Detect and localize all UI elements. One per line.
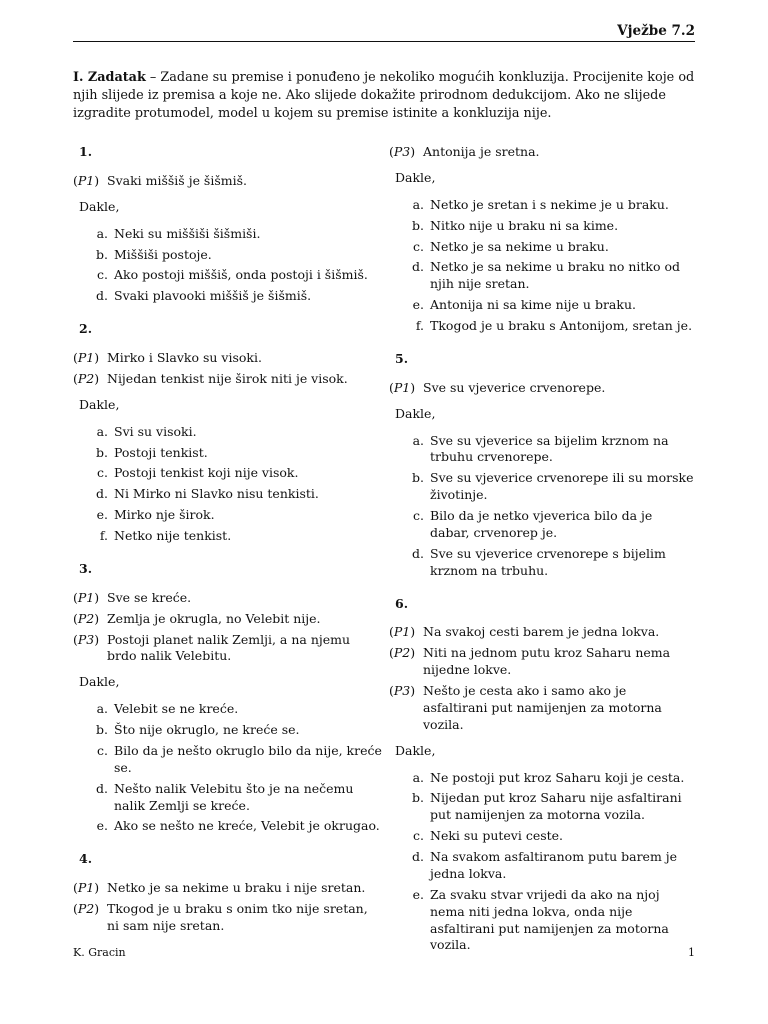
- option-letter: a.: [96, 423, 108, 439]
- option-text: Nitko nije u braku ni sa kime.: [430, 217, 619, 233]
- premise: [73, 371, 383, 388]
- intro-paragraph: [73, 69, 695, 123]
- option: [389, 828, 694, 845]
- option-text: Svaki plavooki miššiš je šišmiš.: [114, 288, 312, 304]
- option: [389, 470, 694, 504]
- option-letter: b.: [96, 246, 108, 262]
- option-text: Miššiši postoje.: [114, 246, 212, 262]
- option-letter: c.: [413, 828, 424, 844]
- premise: [73, 880, 383, 897]
- problem-number: 6.: [395, 595, 409, 611]
- premise-text: Tkogod je u braku s onim tko nije sretan, ni sam nije sretan.: [107, 901, 368, 933]
- problem-number: 2.: [79, 321, 93, 337]
- option: [73, 465, 383, 482]
- header-rule: [73, 41, 695, 42]
- premise-tag: (P1): [73, 589, 100, 605]
- option-text: Ako postoji miššiš, onda postoji i šišmiš.: [114, 267, 368, 283]
- option: [73, 445, 383, 462]
- option: [73, 288, 383, 305]
- intro-text: – Zadane su premise i ponuđeno je nekoliko mogućih konkluzija. Procijenite koje od njih slijede iz premisa a koje ne. Ako slijede dokažite prirodnom dedukcijom. Ako ne slijede izgradite protumodel, model u kojem su premise istinite a konkluzija nije.: [73, 70, 695, 121]
- option: [389, 259, 694, 293]
- option-letter: f.: [415, 318, 424, 333]
- premise-tag: (P1): [389, 624, 416, 640]
- option: [389, 770, 694, 787]
- premise-tag: (P2): [389, 645, 416, 661]
- option-text: Netko je sa nekime u braku no nitko od njih nije sretan.: [430, 259, 681, 292]
- dakle-label: Dakle,: [79, 198, 120, 214]
- option: [73, 247, 383, 264]
- option: [73, 743, 383, 777]
- option-text: Velebit se ne kreće.: [114, 701, 239, 717]
- option-letter: c.: [413, 508, 424, 523]
- option-letter: b.: [96, 444, 108, 460]
- option: [389, 508, 694, 542]
- problem-number: 4.: [79, 851, 93, 867]
- premise-text: Sve su vjeverice crvenorepe.: [423, 379, 606, 395]
- premise-text: Zemlja je okrugla, no Velebit nije.: [107, 610, 321, 626]
- footer-author: K. Gracin: [73, 946, 126, 959]
- option-letter: d.: [412, 849, 424, 864]
- option-text: Za svaku stvar vrijedi da ako na njoj nema niti jedna lokva, onda nije asfaltirani put namijenjen za motorna vozila.: [430, 886, 669, 953]
- option-text: Na svakom asfaltiranom putu barem je jedna lokva.: [430, 849, 678, 881]
- option: [389, 197, 694, 214]
- premise: [73, 901, 383, 935]
- option-text: Što nije okruglo, ne kreće se.: [114, 722, 300, 737]
- premise: [389, 683, 694, 734]
- option: [73, 424, 383, 441]
- premise-tag: (P1): [73, 880, 100, 896]
- option-text: Ne postoji put kroz Saharu koji je cesta.: [430, 769, 685, 785]
- problem-number: 5.: [395, 350, 409, 366]
- option-text: Mirko nje širok.: [114, 507, 215, 523]
- option: [73, 507, 383, 524]
- option-text: Svi su visoki.: [114, 423, 197, 439]
- option: [389, 297, 694, 314]
- option-letter: b.: [412, 217, 424, 233]
- option-text: Neki su putevi ceste.: [430, 828, 564, 844]
- page-number: 1: [688, 946, 695, 959]
- option-text: Postoji tenkist.: [114, 444, 208, 460]
- option-letter: b.: [412, 470, 424, 486]
- dakle-label: Dakle,: [79, 674, 120, 690]
- option-text: Netko je sa nekime u braku.: [430, 238, 609, 254]
- option-letter: c.: [97, 465, 108, 481]
- premise-tag: (P1): [73, 172, 100, 188]
- premise: [389, 380, 694, 397]
- premise-text: Nijedan tenkist nije širok niti je visok.: [107, 370, 348, 386]
- option: [389, 849, 694, 883]
- premise: [389, 144, 694, 161]
- premise-text: Mirko i Slavko su visoki.: [107, 350, 262, 365]
- option-text: Bilo da je netko vjeverica bilo da je dabar, crvenorep je.: [430, 508, 653, 540]
- premise-tag: (P2): [73, 610, 100, 626]
- option-text: Netko je sretan i s nekime je u braku.: [430, 196, 669, 212]
- option-letter: c.: [97, 742, 108, 758]
- option-letter: c.: [413, 238, 424, 254]
- option-letter: f.: [99, 528, 108, 543]
- dakle-label: Dakle,: [395, 405, 436, 421]
- premise-text: Netko je sa nekime u braku i nije sretan.: [107, 880, 366, 896]
- premise-tag: (P3): [389, 144, 416, 159]
- premise-text: Antonija je sretna.: [423, 144, 540, 159]
- premise-tag: (P2): [73, 901, 100, 916]
- option-letter: a.: [96, 701, 108, 717]
- option-letter: d.: [412, 259, 424, 275]
- premise: [73, 590, 383, 607]
- premise-text: Sve se kreće.: [107, 589, 192, 605]
- problem-number: 1.: [79, 144, 93, 159]
- option: [73, 486, 383, 503]
- dakle-label: Dakle,: [395, 169, 436, 185]
- option-letter: d.: [96, 780, 108, 796]
- option-text: Ako se nešto ne kreće, Velebit je okrugao.: [114, 818, 380, 834]
- dakle-label: Dakle,: [395, 742, 436, 758]
- premise: [73, 632, 383, 666]
- premise: [73, 350, 383, 367]
- premise: [389, 645, 694, 679]
- premise-tag: (P1): [73, 350, 100, 365]
- option-letter: c.: [97, 267, 108, 283]
- premise-text: Svaki miššiš je šišmiš.: [107, 172, 248, 188]
- option-letter: a.: [412, 196, 424, 212]
- premise-text: Postoji planet nalik Zemlji, a na njemu brdo nalik Velebitu.: [107, 631, 351, 664]
- premise-text: Na svakoj cesti barem je jedna lokva.: [423, 624, 660, 640]
- option: [73, 818, 383, 835]
- option: [389, 433, 694, 467]
- premise-tag: (P2): [73, 370, 100, 386]
- option-text: Ni Mirko ni Slavko nisu tenkisti.: [114, 486, 319, 502]
- option-text: Sve su vjeverice sa bijelim krznom na trbuhu crvenorepe.: [430, 432, 669, 465]
- header-title: Vježbe 7.2: [617, 23, 695, 39]
- dakle-label: Dakle,: [79, 396, 120, 412]
- option-letter: e.: [96, 507, 108, 523]
- option-letter: d.: [96, 288, 108, 304]
- option-letter: d.: [412, 545, 424, 561]
- option-letter: b.: [96, 722, 108, 737]
- option: [389, 887, 694, 955]
- intro-label: I. Zadatak: [73, 70, 146, 85]
- problem-number: 3.: [79, 560, 93, 576]
- option-text: Tkogod je u braku s Antonijom, sretan je.: [430, 318, 693, 333]
- option-text: Neki su miššiši šišmiši.: [114, 225, 261, 241]
- option: [389, 790, 694, 824]
- option-text: Bilo da je nešto okruglo bilo da nije, kreće se.: [114, 742, 382, 775]
- premise-tag: (P3): [389, 683, 416, 698]
- option-letter: a.: [412, 432, 424, 448]
- option-letter: b.: [412, 790, 424, 806]
- option: [73, 722, 383, 739]
- option-text: Sve su vjeverice crvenorepe s bijelim krznom na trbuhu.: [430, 545, 666, 578]
- option: [73, 701, 383, 718]
- option-text: Sve su vjeverice crvenorepe ili su morske životinje.: [430, 470, 694, 503]
- option: [73, 781, 383, 815]
- premise-tag: (P1): [389, 379, 416, 395]
- option-letter: a.: [96, 225, 108, 241]
- option-text: Antonija ni sa kime nije u braku.: [430, 297, 636, 313]
- premise-text: Niti na jednom putu kroz Saharu nema nijedne lokve.: [423, 645, 671, 678]
- option: [389, 546, 694, 580]
- premise: [73, 173, 383, 190]
- option: [73, 267, 383, 284]
- option-letter: a.: [412, 769, 424, 785]
- option-letter: e.: [412, 886, 424, 902]
- option: [73, 226, 383, 243]
- option-letter: e.: [96, 818, 108, 834]
- right-column: [389, 144, 694, 958]
- option-text: Nešto nalik Velebitu što je na nečemu nalik Zemlji se kreće.: [114, 780, 354, 813]
- option-text: Netko nije tenkist.: [114, 528, 232, 543]
- premise-tag: (P3): [73, 631, 100, 647]
- premise: [389, 624, 694, 641]
- option-text: Nijedan put kroz Saharu nije asfaltirani put namijenjen za motorna vozila.: [430, 790, 682, 823]
- option-letter: d.: [96, 486, 108, 502]
- option-letter: e.: [412, 297, 424, 313]
- option: [389, 239, 694, 256]
- option: [73, 528, 383, 545]
- premise: [73, 611, 383, 628]
- option-text: Postoji tenkist koji nije visok.: [114, 465, 299, 481]
- premise-text: Nešto je cesta ako i samo ako je asfaltirani put namijenjen za motorna vozila.: [423, 683, 662, 732]
- option: [389, 218, 694, 235]
- option: [389, 318, 694, 335]
- left-column: [73, 144, 383, 939]
